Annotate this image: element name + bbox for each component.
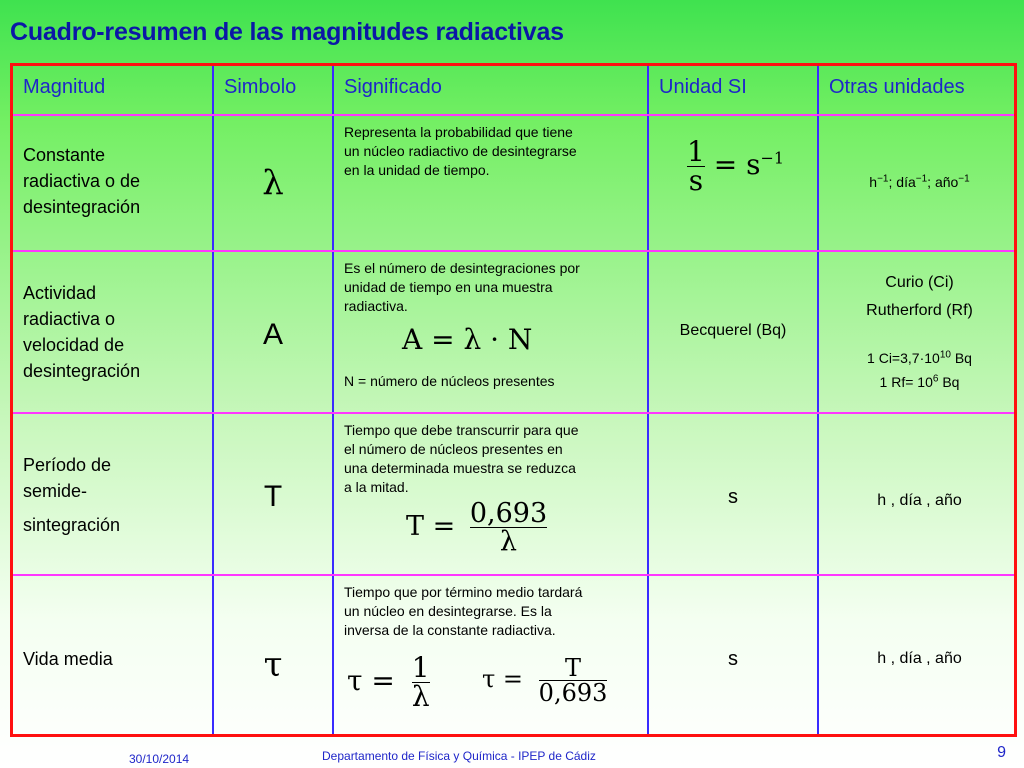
otras-unidades-cell (818, 575, 1017, 737)
simbolo-cell (213, 413, 333, 575)
rutherford-conversion-prefix: 1 Rf= 10 (879, 374, 933, 390)
unit-h: h (869, 174, 878, 190)
simbolo-cell (213, 115, 333, 251)
header-unidad-si: Unidad SI (648, 66, 818, 115)
significado-line: Tiempo que debe transcurrir para que (344, 422, 579, 438)
significado-text (344, 123, 637, 180)
equals-sign: = (713, 148, 738, 181)
significado-line: Tiempo que por término medio tardará (344, 584, 583, 600)
table-row (13, 115, 1017, 251)
equals-sign: = (432, 511, 456, 542)
fraction (411, 651, 430, 713)
fraction-denominator: λ (499, 526, 518, 557)
footer-department: Departamento de Física y Química - IPEP de Cádiz (322, 749, 596, 763)
becquerel-unit: Becquerel (Bq) (679, 322, 787, 339)
fraction-numerator: 1 (411, 651, 430, 684)
otras-unidades-cell (818, 251, 1017, 413)
seconds-unit: s (728, 486, 738, 508)
magnitud-line: Actividad (23, 283, 97, 303)
tau-symbol: τ (263, 645, 283, 685)
magnitud-text (23, 646, 204, 672)
formula-lhs: T (406, 511, 425, 542)
lambda-symbol: λ (262, 163, 284, 203)
magnitud-text (23, 142, 204, 220)
fraction-denominator: 0,693 (538, 679, 608, 707)
simbolo-cell (213, 575, 333, 737)
unit-h-exponent: −1 (877, 173, 889, 185)
magnitud-cell (13, 575, 213, 737)
unidad-si-cell (648, 413, 818, 575)
activity-symbol: A (262, 318, 283, 351)
significado-cell (333, 251, 648, 413)
decay-constant-unit-formula (687, 135, 785, 197)
footer-date: 30/10/2014 (129, 752, 190, 766)
half-life-formula (406, 500, 547, 555)
fraction (539, 656, 608, 705)
significado-line: a la mitad. (344, 479, 409, 495)
fraction-denominator: λ (411, 680, 430, 713)
page-number: 9 (997, 744, 1006, 761)
header-significado: Significado (333, 66, 648, 115)
header-magnitud: Magnitud (13, 66, 213, 115)
rutherford-unit: Rutherford (Rf) (866, 302, 973, 319)
header-otras-unidades: Otras unidades (818, 66, 1017, 115)
magnitud-line: desintegración (23, 361, 141, 381)
magnitud-cell (13, 115, 213, 251)
otras-unidades-text (819, 174, 1017, 190)
magnitud-text (23, 452, 204, 538)
significado-cell (333, 115, 648, 251)
magnitudes-table (13, 66, 1017, 737)
magnitud-line: radiactiva o (23, 309, 116, 329)
fraction (687, 135, 705, 197)
page-title: Cuadro-resumen de las magnitudes radiactivas (10, 18, 564, 46)
rutherford-conversion-suffix: Bq (938, 374, 960, 390)
magnitud-line: sintegración (23, 515, 121, 535)
simbolo-cell (213, 251, 333, 413)
unidad-si-cell (648, 575, 818, 737)
magnitud-line: Período de (23, 455, 112, 475)
unidad-si-cell (648, 251, 818, 413)
unit-base: s (746, 148, 761, 181)
separator: ; (927, 174, 935, 190)
equals-sign: = (371, 664, 395, 697)
unit-exponent: −1 (760, 148, 785, 168)
table-row (13, 575, 1017, 737)
significado-line: un núcleo radiactivo de desintegrarse (344, 143, 577, 159)
magnitud-line: Constante (23, 145, 106, 165)
curio-unit: Curio (Ci) (885, 274, 954, 291)
magnitud-cell (13, 413, 213, 575)
unidad-si-cell (648, 115, 818, 251)
formula-lhs: τ (347, 664, 363, 697)
unit-ano: año (934, 174, 959, 190)
significado-text (344, 583, 637, 640)
nuclei-note: N = número de núcleos presentes (344, 373, 555, 389)
curio-conversion-prefix: 1 Ci=3,7·10 (867, 350, 940, 366)
significado-cell (333, 413, 648, 575)
activity-formula: A = λ · N (402, 323, 533, 356)
curio-conversion-exponent: 10 (939, 349, 951, 361)
significado-text (344, 259, 637, 316)
unit-ano-exponent: −1 (958, 173, 970, 185)
mean-life-formula-halflife (482, 656, 607, 705)
mean-life-formula-lambda (347, 651, 430, 713)
magnitud-line: velocidad de (23, 335, 125, 355)
seconds-unit: s (728, 648, 738, 670)
fraction-numerator: 1 (687, 135, 705, 168)
fraction-numerator: T (565, 654, 582, 682)
fraction (470, 500, 547, 555)
magnitud-text (23, 280, 204, 384)
significado-line: Representa la probabilidad que tiene (344, 124, 573, 140)
fraction-numerator: 0,693 (469, 498, 548, 529)
unit-dia-exponent: −1 (915, 173, 928, 185)
significado-line: radiactiva. (344, 298, 408, 314)
otras-unidades-cell (818, 115, 1017, 251)
half-life-symbol: T (263, 480, 283, 513)
significado-text (344, 421, 637, 497)
significado-line: una determinada muestra se reduzca (344, 460, 576, 476)
separator: ; (888, 174, 897, 190)
significado-line: inversa de la constante radiactiva. (344, 622, 556, 638)
otras-unidades-cell (818, 413, 1017, 575)
curio-conversion (819, 350, 1017, 366)
significado-line: un núcleo en desintegrarse. Es la (344, 603, 552, 619)
significado-line: en la unidad de tiempo. (344, 162, 490, 178)
header-simbolo: Simbolo (213, 66, 333, 115)
otras-unidades-text: h , día , año (877, 650, 962, 667)
fraction-denominator: s (688, 164, 704, 197)
equals-sign: = (502, 665, 524, 693)
otras-unidades-text: h , día , año (877, 492, 962, 509)
magnitud-line: desintegración (23, 197, 141, 217)
magnitud-cell (13, 251, 213, 413)
significado-line: el número de núcleos presentes en (344, 441, 563, 457)
formula-lhs: τ (482, 665, 496, 693)
header-row (13, 66, 1017, 115)
significado-line: Es el número de desintegraciones por (344, 260, 580, 276)
rutherford-conversion (819, 374, 1017, 390)
magnitud-line: semide- (23, 481, 88, 501)
rutherford-conversion-exponent: 6 (932, 373, 939, 385)
significado-cell (333, 575, 648, 737)
magnitud-line: Vida media (23, 649, 113, 669)
curio-conversion-suffix: Bq (950, 350, 972, 366)
unit-dia: día (896, 174, 916, 190)
magnitud-line: radiactiva o de (23, 171, 141, 191)
table-row (13, 251, 1017, 413)
significado-line: unidad de tiempo en una muestra (344, 279, 553, 295)
summary-table (10, 63, 1017, 737)
table-row (13, 413, 1017, 575)
